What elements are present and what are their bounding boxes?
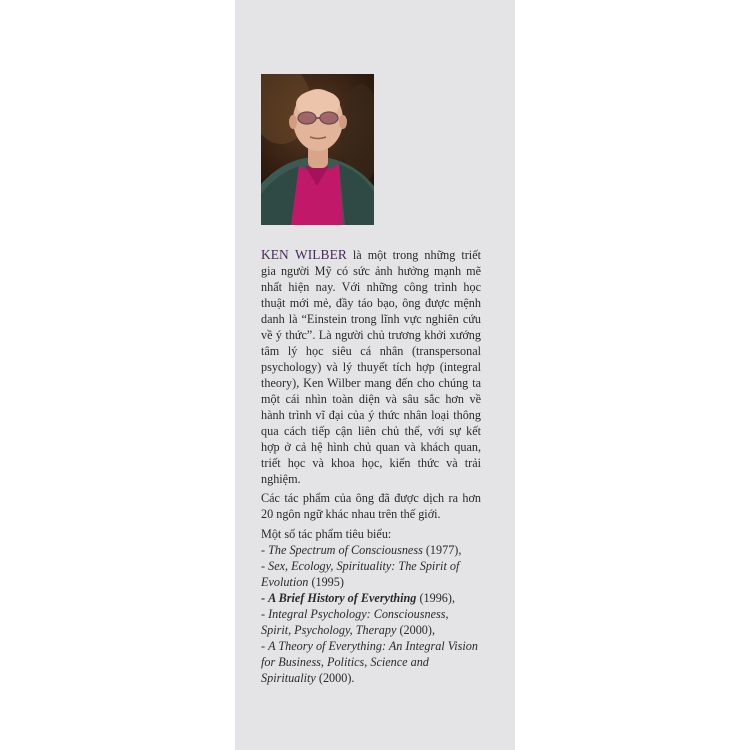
work-item — [261, 558, 481, 590]
work-prefix: - — [261, 607, 269, 621]
work-title: The Spectrum of Consciousness — [268, 543, 423, 557]
bio-paragraph-intro-text: là một trong những triết gia người Mỹ có sức ảnh hưởng mạnh mẽ nhất hiện nay. Với những công trình học thuật mới mẻ, đầy táo bạo, ông được mệnh danh là “Einstein trong lĩnh vực nghiên cứu về ý thức”. Là người chủ trương khởi xướng tâm lý học siêu cá nhân (transpersonal psychology) và lý thuyết tích hợp (integral theory), Ken Wilber mang đến cho chúng ta một cái nhìn toàn diện và sâu sắc hơn về hành trình vĩ đại của ý thức nhân loại thông qua cách tiếp cận liên chủ thể, với sự kết hợp ở cả hệ hình chủ quan và khách quan, triết học và khoa học, kiến thức và trải nghiệm. — [261, 248, 481, 486]
bio-paragraph-translations: Các tác phẩm của ông đã được dịch ra hơn 20 ngôn ngữ khác nhau trên thế giới. — [261, 491, 481, 521]
work-year: (2000), — [396, 623, 435, 637]
author-name: KEN WILBER — [261, 247, 347, 262]
work-prefix: - — [261, 639, 269, 653]
works-list — [261, 542, 481, 686]
works-intro: Một số tác phẩm tiêu biểu: — [261, 527, 392, 541]
work-year: (1995) — [308, 575, 344, 589]
work-item — [261, 542, 481, 558]
work-item — [261, 606, 481, 638]
work-item — [261, 638, 481, 686]
author-photo — [261, 74, 374, 225]
author-bio — [261, 247, 481, 686]
work-item-highlighted — [261, 590, 481, 606]
author-portrait-illustration — [261, 74, 374, 225]
work-prefix: - — [261, 591, 269, 605]
book-flap-panel — [235, 0, 515, 750]
bio-paragraph-intro — [261, 247, 481, 487]
work-year: (1977), — [422, 543, 462, 557]
work-year: (1996), — [416, 591, 455, 605]
work-title: A Theory of Everything: An Integral Vision for Business, Politics, Science and Spirituality — [261, 639, 478, 685]
work-title: Sex, Ecology, Spirituality: The Spirit of Evolution — [261, 559, 460, 589]
work-prefix: - — [261, 543, 269, 557]
work-title: Integral Psychology: Consciousness, Spirit, Psychology, Therapy — [261, 607, 449, 637]
work-year: (2000). — [315, 671, 355, 685]
work-prefix: - — [261, 559, 269, 573]
work-title: A Brief History of Everything — [268, 591, 417, 605]
